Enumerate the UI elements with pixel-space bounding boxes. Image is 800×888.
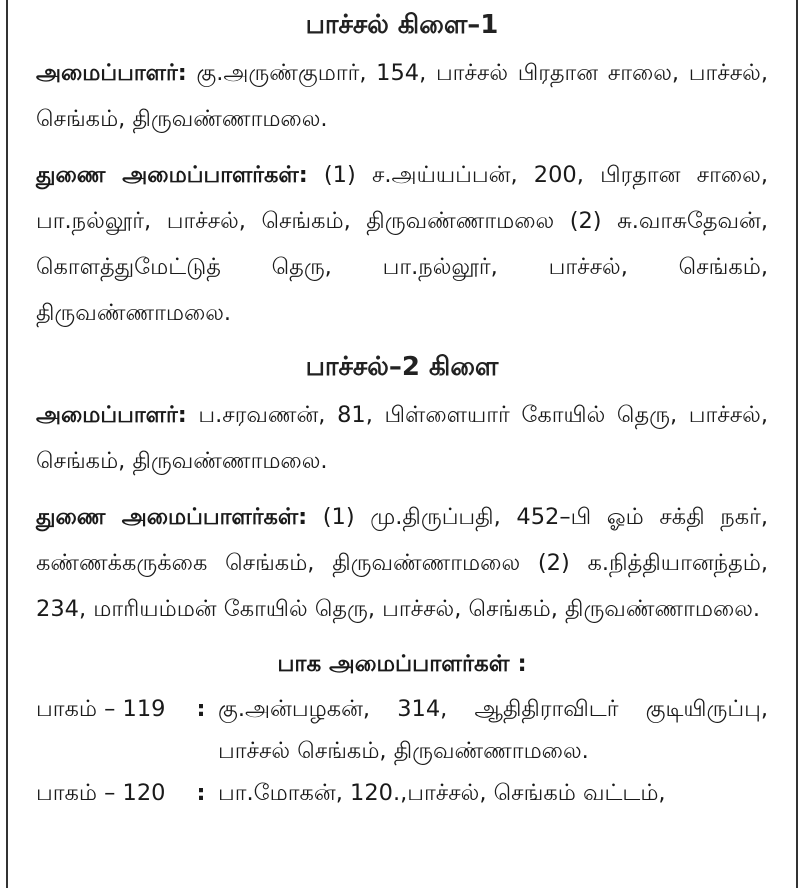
- deputy-text: (1) ச.அய்யப்பன், 200, பிரதான சாலை, பா.நல்லூர், பாச்சல், செங்கம், திருவண்ணாமலை (2) சு.வாசுதேவன், கொளத்துமேட்டுத் தெரு, பா.நல்லூர், பாச்சல், செங்கம், திருவண்ணாமலை.: [36, 162, 768, 326]
- booth-number: பாகம் – 120: [36, 780, 166, 806]
- organizer-label: அமைப்பாளர்:: [36, 402, 187, 428]
- booth-entry: [36, 688, 768, 772]
- booth-colon: :: [196, 780, 206, 806]
- branch-1-deputies: [36, 152, 768, 336]
- branch-2-organizer: [36, 392, 768, 484]
- deputy-text: (1) மு.திருப்பதி, 452–பி ஓம் சக்தி நகர், கண்ணக்கருக்கை செங்கம், திருவண்ணாமலை (2) க.நித்தியானந்தம், 234, மாரியம்மன் கோயில் தெரு, பாச்சல், செங்கம், திருவண்ணாமலை.: [36, 504, 768, 622]
- booth-entry: [36, 772, 768, 814]
- booth-organizers-heading: பாக அமைப்பாளர்கள் :: [277, 651, 527, 677]
- organizer-text: கு.அருண்குமார், 154, பாச்சல் பிரதான சாலை, பாச்சல், செங்கம், திருவண்ணாமலை.: [36, 60, 768, 132]
- branch-1-organizer: [36, 50, 768, 142]
- deputy-label: துணை அமைப்பாளர்கள்:: [36, 162, 308, 188]
- document-page: [6, 0, 798, 888]
- booth-organizer-text: கு.அன்பழகன், 314, ஆதிதிராவிடர் குடியிருப்பு, பாச்சல் செங்கம், திருவண்ணாமலை.: [218, 696, 768, 764]
- organizer-label: அமைப்பாளர்:: [36, 60, 187, 86]
- branch-2-heading: பாச்சல்–2 கிளை: [305, 352, 499, 382]
- branch-2-deputies: [36, 494, 768, 632]
- organizer-text: ப.சரவணன், 81, பிள்ளையார் கோயில் தெரு, பாச்சல், செங்கம், திருவண்ணாமலை.: [36, 402, 768, 474]
- booth-number: பாகம் – 119: [36, 696, 166, 722]
- booth-organizer-text: பா.மோகன், 120.,பாச்சல், செங்கம் வட்டம்,: [218, 780, 666, 806]
- deputy-label: துணை அமைப்பாளர்கள்:: [36, 504, 308, 530]
- branch-1-heading: பாச்சல் கிளை–1: [305, 10, 499, 40]
- booth-colon: :: [196, 696, 206, 722]
